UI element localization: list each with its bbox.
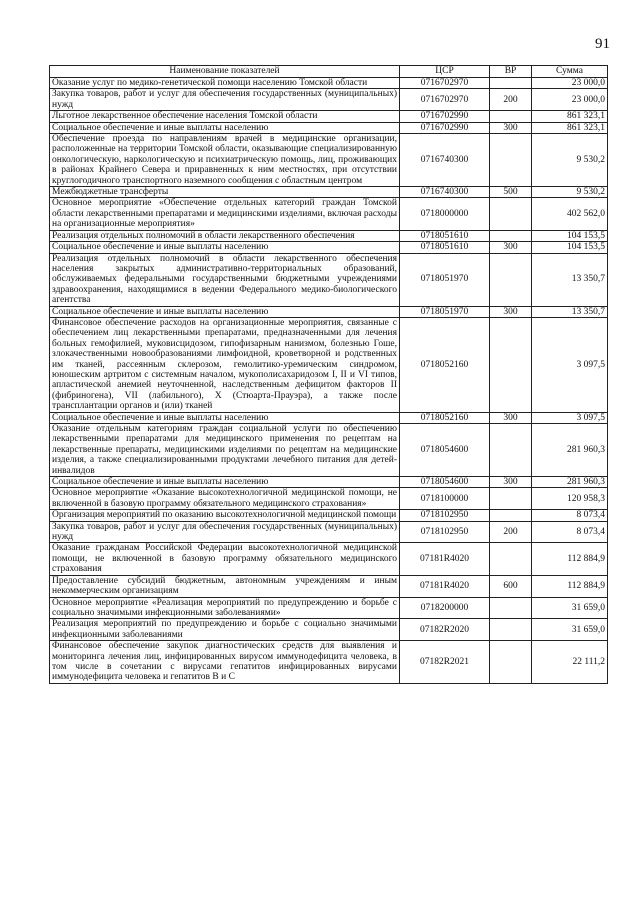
cell-vr [490, 619, 532, 641]
table-row [50, 477, 608, 488]
table-row [50, 78, 608, 89]
table-row [50, 575, 608, 597]
cell-sum: 23 000,0 [532, 78, 608, 89]
cell-vr: 300 [490, 122, 532, 133]
cell-name: Льготное лекарственное обеспечение населения Томской области [50, 111, 400, 122]
table-row [50, 306, 608, 317]
cell-name: Оказание гражданам Российской Федерации высокотехнологичной медицинской помощи, не включенной в базовую программу обязательного медицинского страхования [50, 543, 400, 575]
table-row [50, 424, 608, 477]
header-csr: ЦСР [400, 66, 490, 78]
cell-vr: 600 [490, 575, 532, 597]
cell-sum: 281 960,3 [532, 424, 608, 477]
cell-csr: 0718051970 [400, 306, 490, 317]
cell-sum: 861 323,1 [532, 111, 608, 122]
cell-vr: 200 [490, 521, 532, 543]
cell-sum: 104 153,5 [532, 242, 608, 253]
cell-csr: 0716740300 [400, 134, 490, 187]
cell-csr: 0718102950 [400, 510, 490, 521]
cell-name: Основное мероприятие «Оказание высокотехнологичной медицинской помощи, не включенной в базовую программу обязательного медицинского страхования» [50, 488, 400, 510]
cell-sum: 112 884,9 [532, 543, 608, 575]
cell-name: Организация мероприятий по оказанию высокотехнологичной медицинской помощи [50, 510, 400, 521]
cell-vr: 500 [490, 187, 532, 198]
cell-sum: 22 111,2 [532, 641, 608, 684]
cell-sum: 402 562,0 [532, 198, 608, 230]
page-number: 91 [595, 36, 610, 52]
cell-csr: 07181R4020 [400, 575, 490, 597]
cell-name: Оказание услуг по медико-генетической помощи населению Томской области [50, 78, 400, 89]
header-vr: ВР [490, 66, 532, 78]
cell-vr [490, 134, 532, 187]
table-row [50, 597, 608, 619]
cell-vr [490, 111, 532, 122]
cell-sum: 13 350,7 [532, 306, 608, 317]
cell-name: Социальное обеспечение и иные выплаты населению [50, 242, 400, 253]
cell-name: Финансовое обеспечение расходов на организационные мероприятия, связанные с обеспечением лиц лекарственными препаратами, предназначенными для лечения больных гемофилией, муковисцидозом, гипофизарным нанизмом, болезнью Гоше, злокачественными новообразованиями лимфоидной, кроветворной и родственных им тканей, рассеянным склерозом, гемолитико-уремическим синдромом, юношеским артритом с системным началом, мукополисахаридозом I, II и VI типов, апластической анемией неуточненной, наследственным дефицитом факторов II (фибриногена), VII (лабильного), X (Стюарта-Прауэра), а также после трансплантации органов и (или) тканей [50, 317, 400, 412]
cell-sum: 104 153,5 [532, 230, 608, 241]
cell-sum: 23 000,0 [532, 89, 608, 111]
table-row [50, 89, 608, 111]
cell-vr [490, 543, 532, 575]
cell-sum: 3 097,5 [532, 412, 608, 423]
cell-name: Реализация мероприятий по предупреждению и борьбе с социально значимыми инфекционными заболеваниями [50, 619, 400, 641]
cell-sum: 13 350,7 [532, 253, 608, 306]
table-row [50, 543, 608, 575]
cell-csr: 0718052160 [400, 317, 490, 412]
table-row [50, 619, 608, 641]
cell-sum: 120 958,3 [532, 488, 608, 510]
cell-name: Финансовое обеспечение закупок диагностических средств для выявления и мониторинга лечения лиц, инфицированных вирусом иммунодефицита человека, в том числе в сочетании с вирусами гепатитов инфицированных вирусами иммунодефицита человека и гепатитов B и C [50, 641, 400, 684]
cell-csr: 0718054600 [400, 424, 490, 477]
cell-csr: 07181R4020 [400, 543, 490, 575]
cell-vr: 300 [490, 306, 532, 317]
cell-vr [490, 424, 532, 477]
cell-sum: 8 073,4 [532, 510, 608, 521]
cell-sum: 9 530,2 [532, 187, 608, 198]
table-row [50, 488, 608, 510]
cell-vr [490, 78, 532, 89]
table-row [50, 317, 608, 412]
cell-name: Обеспечение проезда по направлениям врачей в медицинские организации, расположенные на территории Томской области, оказывающие специализированную онкологическую, наркологическую и психиатрическую помощь, лиц, проживающих в районах Крайнего Севера и приравненных к ним местностях, при отсутствии круглогодичного транспортного наземного сообщения с областным центром [50, 134, 400, 187]
cell-csr: 0718000000 [400, 198, 490, 230]
cell-vr: 300 [490, 242, 532, 253]
table-row [50, 187, 608, 198]
cell-csr: 0718051610 [400, 242, 490, 253]
cell-csr: 0718100000 [400, 488, 490, 510]
cell-vr: 300 [490, 477, 532, 488]
table-row [50, 253, 608, 306]
cell-csr: 07182R2020 [400, 619, 490, 641]
cell-csr: 0718052160 [400, 412, 490, 423]
cell-name: Межбюджетные трансферты [50, 187, 400, 198]
cell-vr: 200 [490, 89, 532, 111]
cell-sum: 31 659,0 [532, 619, 608, 641]
table-row [50, 242, 608, 253]
cell-vr [490, 641, 532, 684]
cell-name: Социальное обеспечение и иные выплаты населению [50, 306, 400, 317]
header-name: Наименование показателей [50, 66, 400, 78]
cell-csr: 0716702970 [400, 89, 490, 111]
cell-name: Социальное обеспечение и иные выплаты населению [50, 412, 400, 423]
cell-vr [490, 488, 532, 510]
cell-csr: 07182R2021 [400, 641, 490, 684]
cell-csr: 0718102950 [400, 521, 490, 543]
table-body [50, 78, 608, 684]
cell-sum: 861 323,1 [532, 122, 608, 133]
cell-name: Предоставление субсидий бюджетным, автономным учреждениям и иным некоммерческим организациям [50, 575, 400, 597]
cell-vr [490, 317, 532, 412]
cell-csr: 0716702990 [400, 111, 490, 122]
cell-name: Оказание отдельным категориям граждан социальной услуги по обеспечению лекарственными препаратами для медицинского применения по рецептам на лекарственные препараты, медицинскими изделиями по рецептам на медицинские изделия, а также специализированными продуктами лечебного питания для детей-инвалидов [50, 424, 400, 477]
cell-csr: 0718051970 [400, 253, 490, 306]
cell-name: Реализация отдельных полномочий в области лекарственного обеспечения населения закрытых административно-территориальных образований, обслуживаемых федеральными государственными бюджетными учреждениями здравоохранения, находящимися в ведении Федерального медико-биологического агентства [50, 253, 400, 306]
table-row [50, 111, 608, 122]
cell-sum: 9 530,2 [532, 134, 608, 187]
cell-sum: 8 073,4 [532, 521, 608, 543]
table-row [50, 134, 608, 187]
cell-vr [490, 253, 532, 306]
cell-sum: 112 884,9 [532, 575, 608, 597]
cell-name: Социальное обеспечение и иные выплаты населению [50, 122, 400, 133]
cell-csr: 0716740300 [400, 187, 490, 198]
budget-table [49, 65, 608, 684]
table-row [50, 230, 608, 241]
table-row [50, 510, 608, 521]
cell-vr [490, 597, 532, 619]
cell-name: Основное мероприятие «Реализация мероприятий по предупреждению и борьбе с социально значимыми инфекционными заболеваниями» [50, 597, 400, 619]
cell-vr [490, 230, 532, 241]
cell-csr: 0718054600 [400, 477, 490, 488]
cell-sum: 3 097,5 [532, 317, 608, 412]
table-row [50, 641, 608, 684]
header-sum: Сумма [532, 66, 608, 78]
cell-name: Социальное обеспечение и иные выплаты населению [50, 477, 400, 488]
table-row [50, 521, 608, 543]
cell-csr: 0716702970 [400, 78, 490, 89]
cell-name: Закупка товаров, работ и услуг для обеспечения государственных (муниципальных) нужд [50, 521, 400, 543]
table-row [50, 198, 608, 230]
cell-sum: 31 659,0 [532, 597, 608, 619]
table-row [50, 122, 608, 133]
table-header-row [50, 66, 608, 78]
cell-sum: 281 960,3 [532, 477, 608, 488]
cell-csr: 0718051610 [400, 230, 490, 241]
cell-csr: 0716702990 [400, 122, 490, 133]
cell-name: Закупка товаров, работ и услуг для обеспечения государственных (муниципальных) нужд [50, 89, 400, 111]
cell-name: Основное мероприятие «Обеспечение отдельных категорий граждан Томской области лекарственными препаратами и медицинскими изделиями, включая расходы на организационные мероприятия» [50, 198, 400, 230]
cell-name: Реализация отдельных полномочий в области лекарственного обеспечения [50, 230, 400, 241]
cell-vr [490, 510, 532, 521]
cell-vr [490, 198, 532, 230]
cell-csr: 0718200000 [400, 597, 490, 619]
table-row [50, 412, 608, 423]
cell-vr: 300 [490, 412, 532, 423]
